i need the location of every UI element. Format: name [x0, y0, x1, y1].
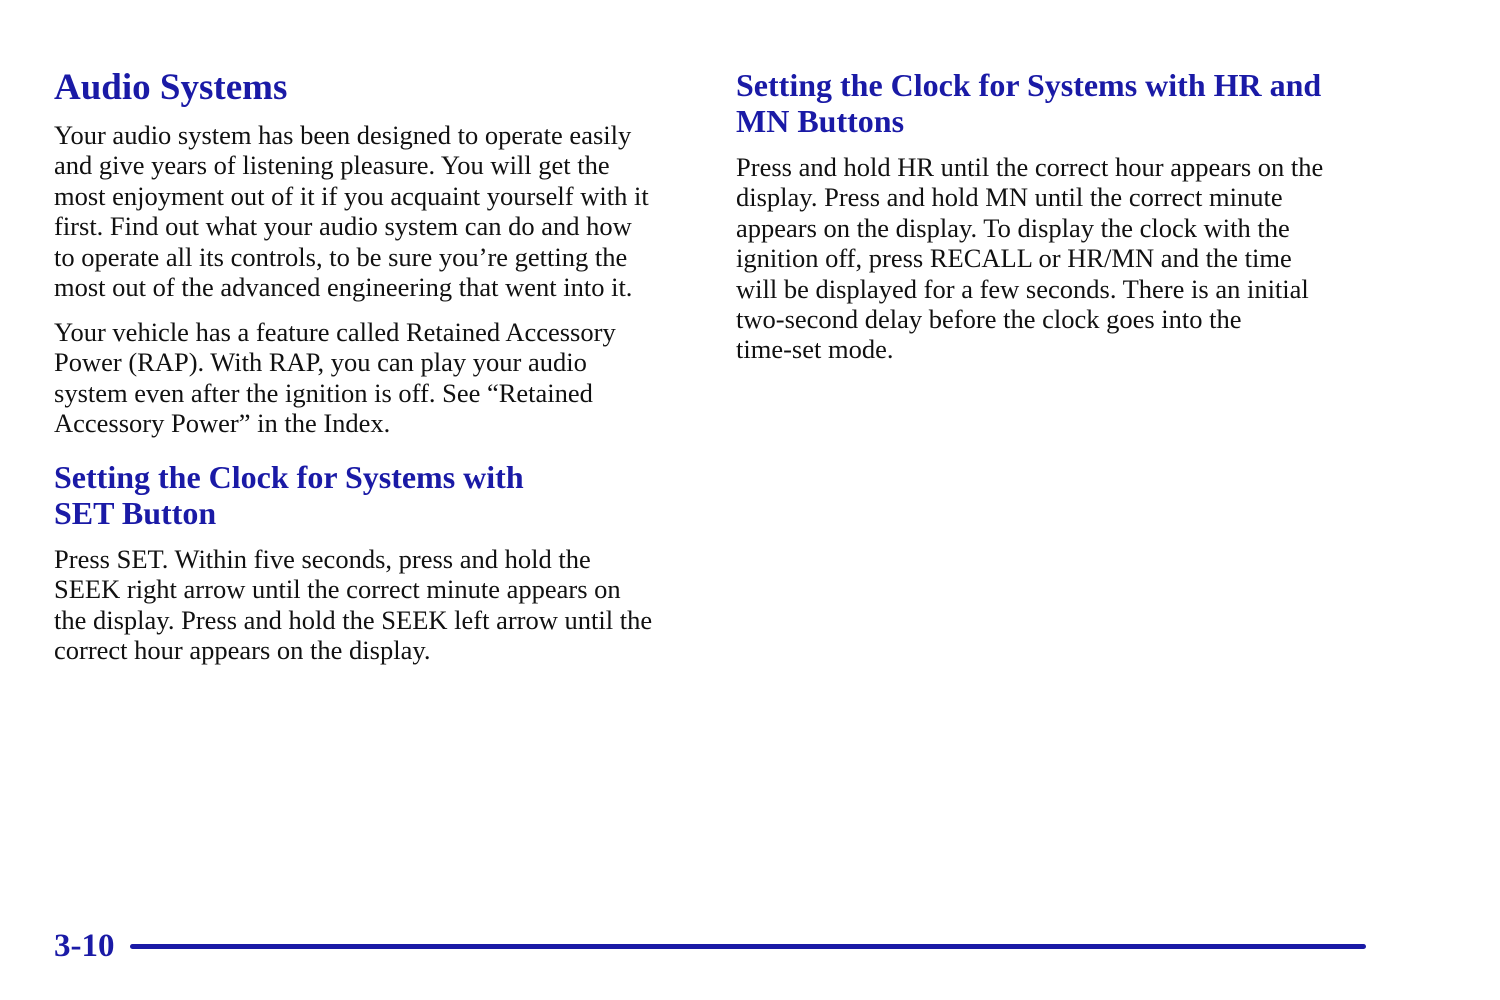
- heading-line: Setting the Clock for Systems with HR and: [736, 67, 1322, 103]
- text-line: system even after the ignition is off. See “Retained: [54, 377, 593, 408]
- text-line: appears on the display. To display the clock with the: [736, 212, 1290, 243]
- text-line: time-set mode.: [736, 334, 894, 365]
- hr-mn-instructions: [736, 152, 1323, 365]
- text-line: most enjoyment out of it if you acquaint yourself with it: [54, 180, 649, 211]
- heading-line: MN Buttons: [736, 103, 905, 139]
- heading-line: SET Button: [54, 495, 217, 531]
- text-line: to operate all its controls, to be sure you’re getting the: [54, 241, 628, 272]
- text-line: Accessory Power” in the Index.: [54, 408, 391, 439]
- text-line: Press SET. Within five seconds, press and hold the: [54, 544, 591, 574]
- text-line: SEEK right arrow until the correct minute appears on: [54, 574, 621, 605]
- text-line: and give years of listening pleasure. You will get the: [54, 150, 610, 181]
- text-line: Power (RAP). With RAP, you can play your audio: [54, 347, 587, 378]
- footer-rule: [130, 944, 1366, 949]
- rap-paragraph: [54, 317, 616, 439]
- text-line: ignition off, press RECALL or HR/MN and the time: [736, 243, 1292, 274]
- text-line: two-second delay before the clock goes into the: [736, 304, 1242, 335]
- text-line: correct hour appears on the display.: [54, 635, 431, 666]
- set-button-instructions: [54, 544, 652, 666]
- text-line: will be displayed for a few seconds. There is an initial: [736, 273, 1309, 304]
- text-line: Your audio system has been designed to operate easily: [54, 120, 632, 150]
- page-footer: [54, 926, 1368, 966]
- hr-mn-section-title: [736, 67, 1321, 139]
- heading-line: Setting the Clock for Systems with: [54, 459, 524, 495]
- text-line: first. Find out what your audio system can do and how: [54, 211, 632, 242]
- text-line: Your vehicle has a feature called Retained Accessory: [54, 317, 616, 347]
- set-button-section-title: [54, 459, 524, 531]
- page-number: 3-10: [54, 928, 115, 964]
- text-line: the display. Press and hold the SEEK left arrow until the: [54, 604, 653, 635]
- audio-intro-paragraph: [54, 120, 649, 302]
- text-line: Press and hold HR until the correct hour appears on the: [736, 152, 1324, 182]
- text-line: most out of the advanced engineering that went into it.: [54, 272, 633, 303]
- page-title: Audio Systems: [54, 67, 288, 108]
- text-line: display. Press and hold MN until the correct minute: [736, 182, 1283, 213]
